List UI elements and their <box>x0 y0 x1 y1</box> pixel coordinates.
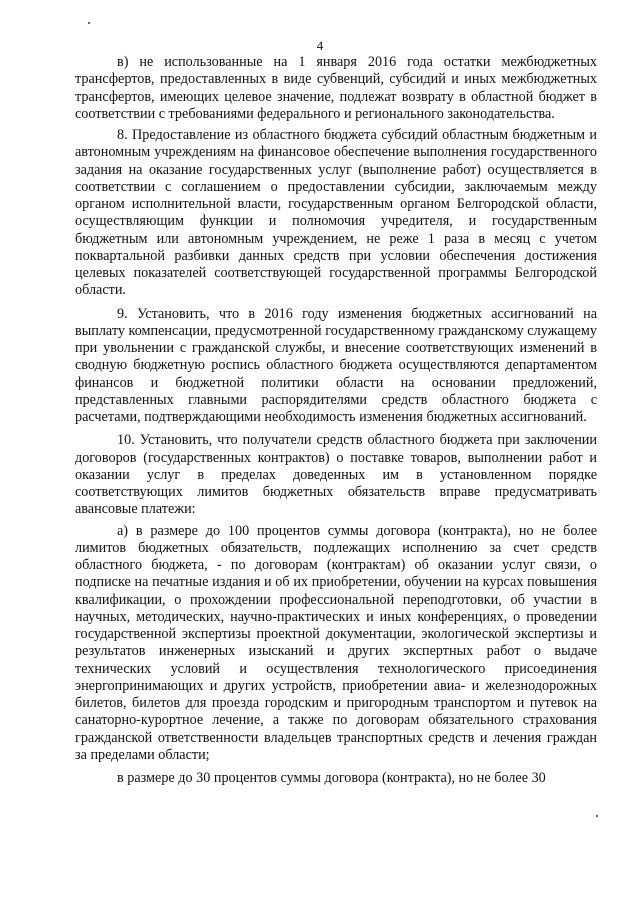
scan-speck <box>596 815 598 817</box>
paragraph-9: 9. Установить, что в 2016 году изменения бюджетных ассигнований на выплату компенсации, предусмотренной государственному гражданскому служащему при увольнении с гражданской службы, и внесение соответствующих изменений в сводную бюджетную роспись областного бюджета осуществляются департаментом финансов и бюджетной политики области на основании предложений, представленных главными распорядителями средств областного бюджета с расчетами, подтверждающими необходимость изменения бюджетных ассигнований. <box>75 305 597 425</box>
paragraph-8: 8. Предоставление из областного бюджета субсидий областным бюджетным и автономным учреждениям на финансовое обеспечение выполнения государственного задания на оказание государственных услуг (выполнение работ) осуществляется в соответствии с соглашением о предоставлении субсидии, заключаемым между органом исполнительной власти, государственным органом Белгородской области, осуществляющим функции и полномочия учредителя, и государственным бюджетным или автономным учреждением, не реже 1 раза в месяц с учетом поквартальной разбивки данных средств при условии обеспечения достижения целевых показателей соответствующей государственной программы Белгородской области. <box>75 127 597 299</box>
paragraph-7v-remainder: в) не использованные на 1 января 2016 года остатки межбюджетных трансфертов, предоставленных в виде субвенций, субсидий и иных межбюджетных трансфертов, имеющих целевое значение, подлежат возврату в областной бюджет в соответствии с требованиями федерального и регионального законодательства. <box>75 54 597 122</box>
page-number: 4 <box>316 38 324 53</box>
paragraph-10: 10. Установить, что получатели средств областного бюджета при заключении договоров (государственных контрактов) о поставке товаров, выполнении работ и оказании услуг в пределах доведенных им в установленном порядке соответствующих лимитов бюджетных обязательств вправе предусматривать авансовые платежи: <box>75 432 597 518</box>
document-body <box>75 54 597 787</box>
paragraph-10b-start: в размере до 30 процентов суммы договора (контракта), но не более 30 <box>117 770 546 786</box>
scan-speck <box>88 22 90 24</box>
paragraph-10a: а) в размере до 100 процентов суммы договора (контракта), но не более лимитов бюджетных обязательств, подлежащих исполнению за счет средств областного бюджета, - по договорам (контрактам) об оказании услуг связи, о подписке на печатные издания и об их приобретении, обучении на курсах повышения квалификации, о прохождении профессиональной переподготовки, об участии в научных, методических, научно-практических и иных конференциях, о проведении государственной экспертизы проектной документации, экологической экспертизы и результатов инженерных изысканий и других экспертных работ о выдаче технических условий и осуществления технологического присоединения энергопринимающих и других устройств, приобретении авиа- и железнодорожных билетов, билетов для проезда городским и пригородным транспортом и путевок на санаторно-курортное лечение, а также по договорам обязательного страхования гражданской ответственности владельцев транспортных средств и лечения граждан за пределами области; <box>75 522 597 763</box>
